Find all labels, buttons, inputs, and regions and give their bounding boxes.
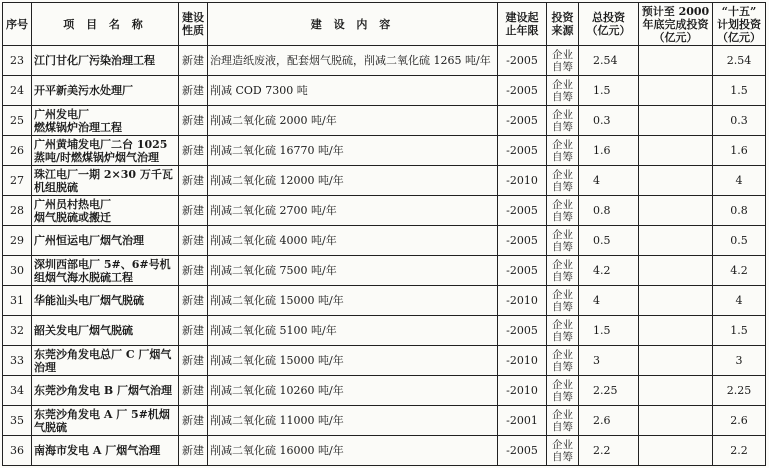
project-table xyxy=(2,2,766,466)
cell-period: -2005 xyxy=(498,226,547,256)
cell-plan-investment: 1.5 xyxy=(713,316,766,346)
header-row xyxy=(3,3,766,46)
cell-project-name: 东莞沙角发电总厂 C 厂烟气治理 xyxy=(32,346,179,376)
cell-project-name: 江门甘化厂污染治理工程 xyxy=(32,46,179,76)
cell-content: 削减二氧化硫 7500 吨/年 xyxy=(208,256,498,286)
cell-expected-2000 xyxy=(639,76,713,106)
cell-source: 企业 自筹 xyxy=(547,256,579,286)
cell-expected-2000 xyxy=(639,316,713,346)
cell-period: -2005 xyxy=(498,436,547,466)
cell-nature: 新建 xyxy=(179,196,208,226)
cell-total-investment: 2.6 xyxy=(579,406,639,436)
cell-content: 削减二氧化硫 2700 吨/年 xyxy=(208,196,498,226)
cell-total-investment: 4.2 xyxy=(579,256,639,286)
cell-no: 24 xyxy=(3,76,32,106)
table-row xyxy=(3,436,766,466)
cell-content: 削减二氧化硫 11000 吨/年 xyxy=(208,406,498,436)
cell-source: 企业 自筹 xyxy=(547,46,579,76)
header-period: 建设起 止年限 xyxy=(498,3,547,46)
cell-plan-investment: 4.2 xyxy=(713,256,766,286)
cell-expected-2000 xyxy=(639,376,713,406)
cell-source: 企业 自筹 xyxy=(547,166,579,196)
cell-nature: 新建 xyxy=(179,286,208,316)
cell-expected-2000 xyxy=(639,226,713,256)
cell-source: 企业 自筹 xyxy=(547,376,579,406)
table-row xyxy=(3,76,766,106)
cell-plan-investment: 2.6 xyxy=(713,406,766,436)
cell-project-name: 珠江电厂一期 2×30 万千瓦机组脱硫 xyxy=(32,166,179,196)
cell-nature: 新建 xyxy=(179,376,208,406)
cell-no: 26 xyxy=(3,136,32,166)
cell-period: -2001 xyxy=(498,406,547,436)
cell-plan-investment: 3 xyxy=(713,346,766,376)
cell-nature: 新建 xyxy=(179,346,208,376)
cell-project-name: 华能汕头电厂烟气脱硫 xyxy=(32,286,179,316)
cell-source: 企业 自筹 xyxy=(547,226,579,256)
cell-total-investment: 0.5 xyxy=(579,226,639,256)
cell-expected-2000 xyxy=(639,46,713,76)
cell-no: 35 xyxy=(3,406,32,436)
cell-source: 企业 自筹 xyxy=(547,76,579,106)
cell-no: 33 xyxy=(3,346,32,376)
cell-total-investment: 2.2 xyxy=(579,436,639,466)
cell-nature: 新建 xyxy=(179,316,208,346)
cell-expected-2000 xyxy=(639,166,713,196)
header-plan: “十五” 计划投资 （亿元） xyxy=(713,3,766,46)
header-no: 序号 xyxy=(3,3,32,46)
cell-plan-investment: 4 xyxy=(713,166,766,196)
cell-project-name: 深圳西部电厂 5#、6#号机组烟气海水脱硫工程 xyxy=(32,256,179,286)
cell-source: 企业 自筹 xyxy=(547,346,579,376)
cell-plan-investment: 0.8 xyxy=(713,196,766,226)
cell-nature: 新建 xyxy=(179,46,208,76)
cell-source: 企业 自筹 xyxy=(547,136,579,166)
header-total: 总投资 （亿元） xyxy=(579,3,639,46)
cell-period: -2010 xyxy=(498,346,547,376)
cell-expected-2000 xyxy=(639,136,713,166)
cell-nature: 新建 xyxy=(179,136,208,166)
table-row xyxy=(3,346,766,376)
cell-source: 企业 自筹 xyxy=(547,316,579,346)
cell-source: 企业 自筹 xyxy=(547,286,579,316)
cell-total-investment: 4 xyxy=(579,166,639,196)
cell-no: 32 xyxy=(3,316,32,346)
cell-plan-investment: 0.5 xyxy=(713,226,766,256)
cell-total-investment: 3 xyxy=(579,346,639,376)
cell-source: 企业 自筹 xyxy=(547,196,579,226)
cell-no: 23 xyxy=(3,46,32,76)
table-row xyxy=(3,376,766,406)
cell-plan-investment: 0.3 xyxy=(713,106,766,136)
header-expected-2000: 预计至 2000 年底完成投资 （亿元） xyxy=(639,3,713,46)
header-source: 投资 来源 xyxy=(547,3,579,46)
cell-content: 削减 COD 7300 吨 xyxy=(208,76,498,106)
cell-total-investment: 2.54 xyxy=(579,46,639,76)
cell-content: 削减二氧化硫 16000 吨/年 xyxy=(208,436,498,466)
cell-period: -2005 xyxy=(498,256,547,286)
table-row xyxy=(3,226,766,256)
cell-project-name: 广州黄埔发电厂二台 1025 蒸吨/时燃煤锅炉烟气治理 xyxy=(32,136,179,166)
table-row xyxy=(3,46,766,76)
table-row xyxy=(3,256,766,286)
cell-period: -2005 xyxy=(498,46,547,76)
cell-content: 削减二氧化硫 16770 吨/年 xyxy=(208,136,498,166)
cell-plan-investment: 2.25 xyxy=(713,376,766,406)
cell-project-name: 广州发电厂 燃煤锅炉治理工程 xyxy=(32,106,179,136)
cell-content: 削减二氧化硫 10260 吨/年 xyxy=(208,376,498,406)
table-row xyxy=(3,406,766,436)
cell-period: -2010 xyxy=(498,286,547,316)
cell-period: -2010 xyxy=(498,166,547,196)
table-row xyxy=(3,196,766,226)
cell-content: 削减二氧化硫 4000 吨/年 xyxy=(208,226,498,256)
table-row xyxy=(3,316,766,346)
cell-nature: 新建 xyxy=(179,76,208,106)
cell-project-name: 广州员村热电厂 烟气脱硫或搬迁 xyxy=(32,196,179,226)
cell-project-name: 南海市发电 A 厂烟气治理 xyxy=(32,436,179,466)
cell-period: -2005 xyxy=(498,316,547,346)
cell-content: 削减二氧化硫 12000 吨/年 xyxy=(208,166,498,196)
table-row xyxy=(3,166,766,196)
cell-period: -2005 xyxy=(498,106,547,136)
cell-plan-investment: 2.54 xyxy=(713,46,766,76)
cell-project-name: 广州恒运电厂烟气治理 xyxy=(32,226,179,256)
header-content: 建 设 内 容 xyxy=(208,3,498,46)
cell-content: 削减二氧化硫 2000 吨/年 xyxy=(208,106,498,136)
cell-project-name: 韶关发电厂烟气脱硫 xyxy=(32,316,179,346)
cell-source: 企业 自筹 xyxy=(547,436,579,466)
cell-no: 29 xyxy=(3,226,32,256)
cell-nature: 新建 xyxy=(179,106,208,136)
cell-period: -2010 xyxy=(498,376,547,406)
cell-expected-2000 xyxy=(639,256,713,286)
cell-total-investment: 4 xyxy=(579,286,639,316)
cell-nature: 新建 xyxy=(179,166,208,196)
cell-total-investment: 0.8 xyxy=(579,196,639,226)
table-row xyxy=(3,286,766,316)
cell-source: 企业 自筹 xyxy=(547,106,579,136)
header-name: 项 目 名 称 xyxy=(32,3,179,46)
cell-no: 34 xyxy=(3,376,32,406)
cell-plan-investment: 2.2 xyxy=(713,436,766,466)
cell-total-investment: 2.25 xyxy=(579,376,639,406)
table-row xyxy=(3,106,766,136)
cell-expected-2000 xyxy=(639,106,713,136)
cell-no: 36 xyxy=(3,436,32,466)
cell-source: 企业 自筹 xyxy=(547,406,579,436)
cell-no: 28 xyxy=(3,196,32,226)
cell-project-name: 开平新美污水处理厂 xyxy=(32,76,179,106)
cell-content: 削减二氧化硫 15000 吨/年 xyxy=(208,346,498,376)
cell-project-name: 东莞沙角发电 A 厂 5#机烟气脱硫 xyxy=(32,406,179,436)
cell-no: 27 xyxy=(3,166,32,196)
cell-period: -2005 xyxy=(498,196,547,226)
cell-nature: 新建 xyxy=(179,256,208,286)
cell-period: -2005 xyxy=(498,136,547,166)
cell-expected-2000 xyxy=(639,346,713,376)
cell-total-investment: 1.5 xyxy=(579,76,639,106)
cell-total-investment: 1.5 xyxy=(579,316,639,346)
cell-project-name: 东莞沙角发电 B 厂烟气治理 xyxy=(32,376,179,406)
cell-expected-2000 xyxy=(639,436,713,466)
cell-plan-investment: 1.6 xyxy=(713,136,766,166)
cell-expected-2000 xyxy=(639,196,713,226)
cell-plan-investment: 1.5 xyxy=(713,76,766,106)
cell-content: 削减二氧化硫 5100 吨/年 xyxy=(208,316,498,346)
cell-content: 治理造纸废液，配套烟气脱硫，削减二氧化硫 1265 吨/年 xyxy=(208,46,498,76)
cell-expected-2000 xyxy=(639,286,713,316)
cell-nature: 新建 xyxy=(179,226,208,256)
table-row xyxy=(3,136,766,166)
cell-total-investment: 0.3 xyxy=(579,106,639,136)
header-nature: 建设 性质 xyxy=(179,3,208,46)
cell-nature: 新建 xyxy=(179,406,208,436)
cell-plan-investment: 4 xyxy=(713,286,766,316)
cell-no: 31 xyxy=(3,286,32,316)
cell-nature: 新建 xyxy=(179,436,208,466)
cell-total-investment: 1.6 xyxy=(579,136,639,166)
cell-no: 30 xyxy=(3,256,32,286)
cell-period: -2005 xyxy=(498,76,547,106)
cell-content: 削减二氧化硫 15000 吨/年 xyxy=(208,286,498,316)
cell-expected-2000 xyxy=(639,406,713,436)
cell-no: 25 xyxy=(3,106,32,136)
